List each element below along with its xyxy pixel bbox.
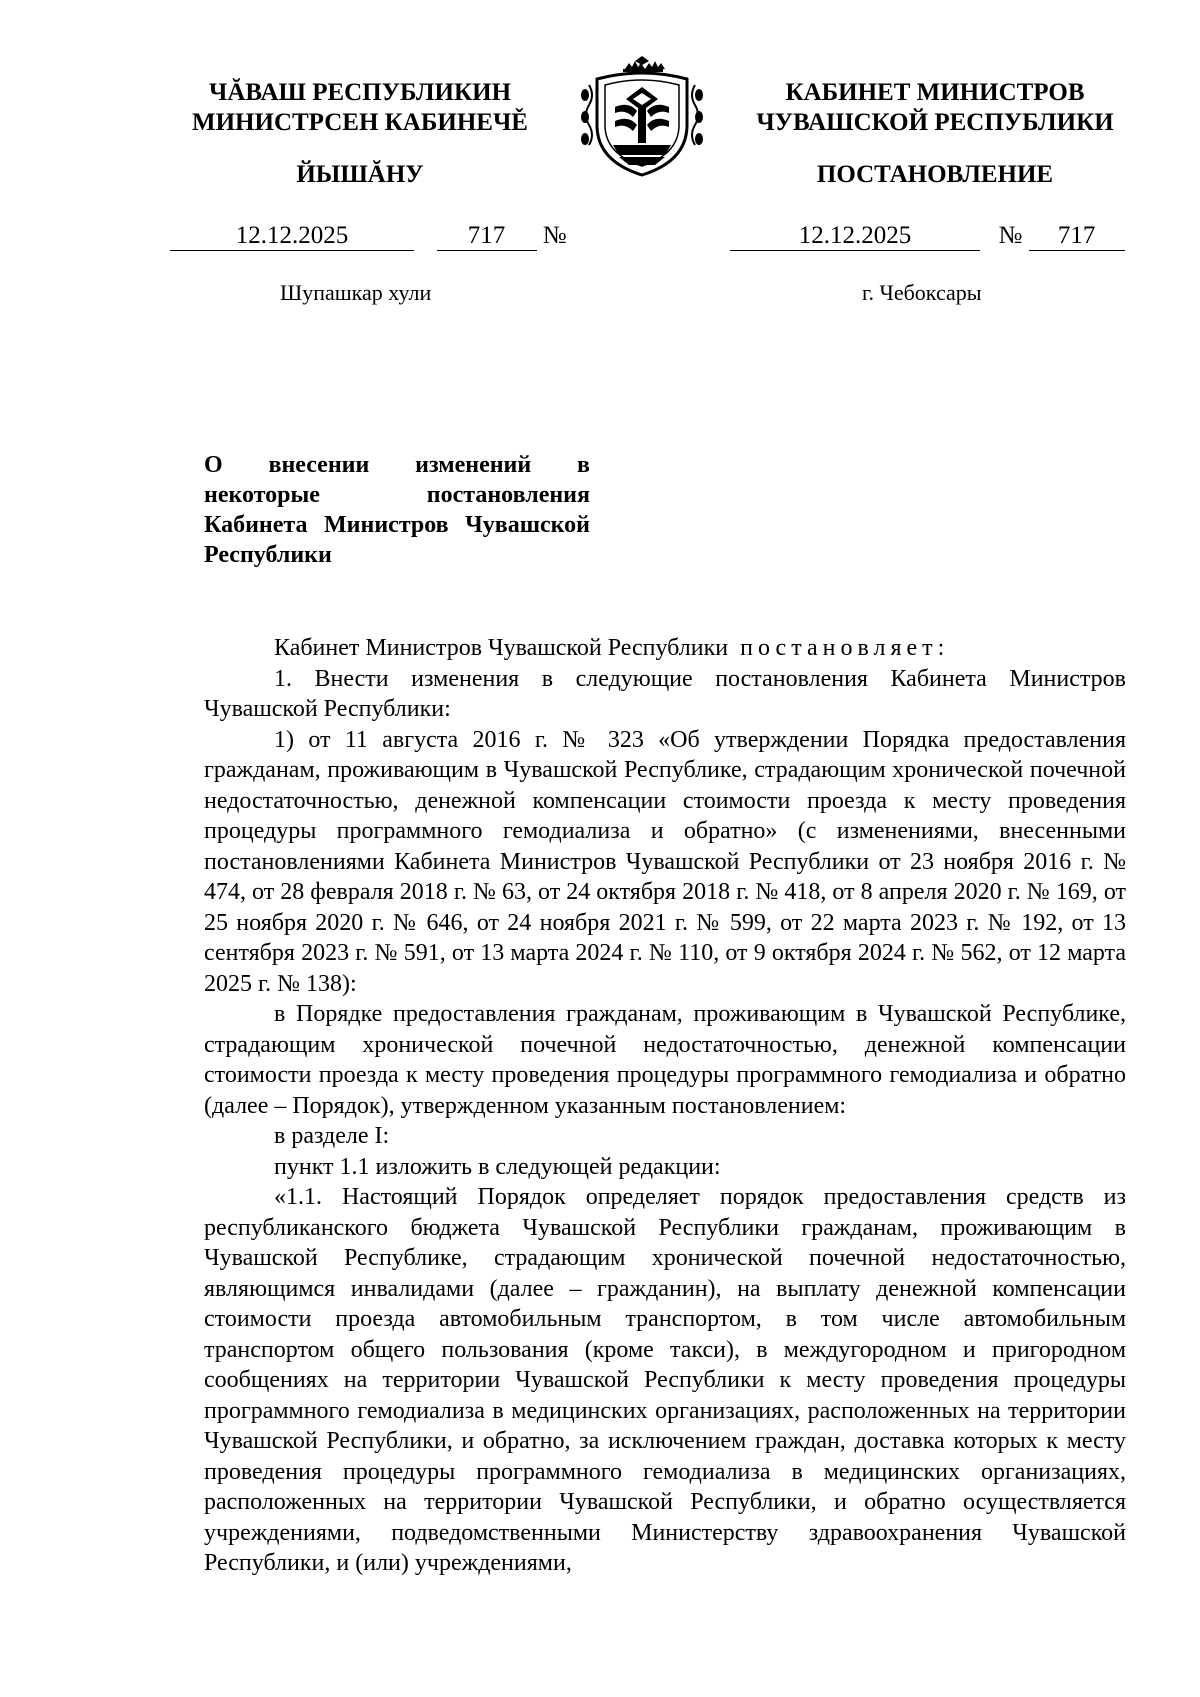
date-left: 12.12.2025 [170,222,414,251]
header-right-line1: КАБИНЕТ МИНИСТРОВ [785,79,1085,106]
city-right: г. Чебоксары [862,280,982,305]
date-number-left [170,222,567,252]
header-right-authority [735,78,1135,138]
number-sign-right: № [998,222,1023,249]
doc-type-left: ЙЫШĂНУ [296,161,424,188]
date-number-right [730,222,1125,252]
header-left-line1: ЧĂВАШ РЕСПУБЛИКИН [208,79,512,106]
body-intro [204,633,1126,664]
body-paragraph-6: «1.1. Настоящий Порядок определяет порядок предоставления средств из республиканского бюджета Чувашской Республики гражданам, проживающим в Чувашской Республике, страдающим хронической почечной недостаточностью, являющимся инвалидами (далее – гражданин), на выплату денежной компенсации стоимости проезда автомобильным транспортом, в том числе автомобильным транспортом общего пользования (кроме такси), в междугородном и пригородном сообщениях на территории Чувашской Республики к месту проведения процедуры программного гемодиализа в медицинских организациях, расположенных на территории Чувашской Республики, и обратно, за исключением граждан, доставка которых к месту проведения процедуры программного гемодиализа в медицинских организациях, расположенных на территории Чувашской Республики, и обратно осуществляется учреждениями, подведомственными Министерству здравоохранения Чувашской Республики, и (или) учреждениями, [204,1184,1126,1576]
body-paragraph-3: в Порядке предоставления гражданам, проживающим в Чувашской Республике, страдающим хронической почечной недостаточностью, денежной компенсации стоимости проезда к месту проведения процедуры программного гемодиализа и обратно (далее – Порядок), утвержденном указанным постановлением: [204,1001,1126,1119]
body-paragraph-5: пункт 1.1 изложить в следующей редакции: [274,1153,721,1180]
number-left: 717 [437,222,537,251]
number-sign-left: № [542,222,567,249]
body-paragraph-4: в разделе I: [274,1123,390,1149]
document-body [204,633,1126,1579]
doc-type-right: ПОСТАНОВЛЕНИЕ [816,161,1054,188]
body-paragraph-1: 1. Внести изменения в следующие постановления Кабинета Министров Чувашской Республики: [204,665,1126,722]
header-left-authority [175,78,545,138]
number-right: 717 [1029,222,1125,251]
city-left: Шупашкар хули [280,280,432,305]
body-paragraph-2: 1) от 11 августа 2016 г. № 323 «Об утверждении Порядка предоставления гражданам, проживающим в Чувашской Республике, страдающим хронической почечной недостаточностью, денежной компенсации стоимости проезда к месту проведения процедуры программного гемодиализа и обратно» (с изменениями, внесенными постановлениями Кабинета Министров Чувашской Республики от 23 ноября 2016 г. № 474, от 28 февраля 2018 г. № 63, от 24 октября 2018 г. № 418, от 8 апреля 2020 г. № 169, от 25 ноября 2020 г. № 646, от 24 ноября 2021 г. № 599, от 22 марта 2023 г. № 192, от 13 сентября 2023 г. № 591, от 13 марта 2024 г. № 110, от 9 октября 2024 г. № 562, от 12 марта 2025 г. № 138): [204,726,1126,997]
body-intro-verb: постановляет: [740,635,950,661]
body-intro-lead: Кабинет Министров Чувашской Республики [274,635,729,661]
document-subject: О внесении изменений в некоторые постановления Кабинета Министров Чувашской Республики [204,452,590,568]
header-right-line2: ЧУВАШСКОЙ РЕСПУБЛИКИ [756,109,1114,136]
header-left-line2: МИНИСТРСЕН КАБИНЕЧĚ [192,109,528,136]
coat-of-arms-emblem [575,55,709,181]
date-right: 12.12.2025 [730,222,980,251]
